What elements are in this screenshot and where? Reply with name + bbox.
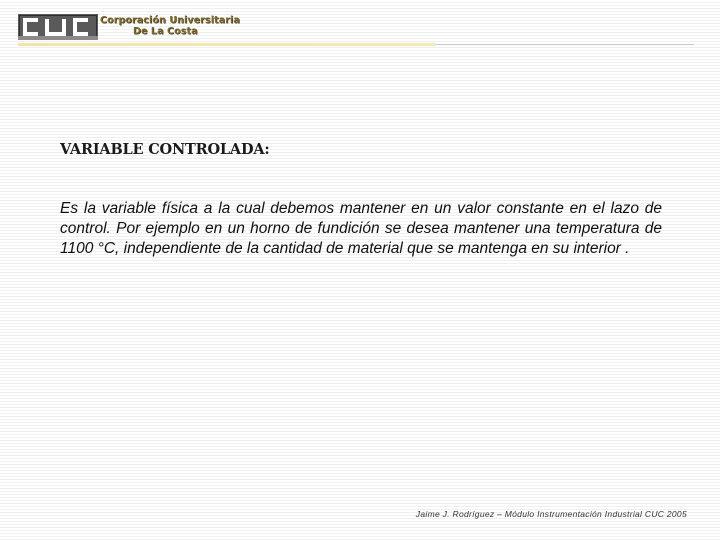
organization-name-line2: De La Costa	[133, 26, 198, 37]
header-divider-gray	[436, 44, 694, 45]
footer-credit: Jaime J. Rodríguez – Módulo Instrumentación Industrial CUC 2005	[415, 509, 687, 519]
organization-name	[100, 15, 250, 37]
header-divider-gold	[18, 43, 436, 46]
slide-title: VARIABLE CONTROLADA:	[60, 141, 270, 158]
cuc-logo-icon	[18, 14, 98, 40]
organization-name-line1: Corporación Universitaria	[100, 15, 240, 26]
slide-body-text: Es la variable física a la cual debemos mantener en un valor constante en el lazo de control. Por ejemplo en un horno de fundición se desea mantener una temperatura de 1100 °C, independiente de la cantidad de material que se mantenga en su interior .	[60, 200, 662, 257]
